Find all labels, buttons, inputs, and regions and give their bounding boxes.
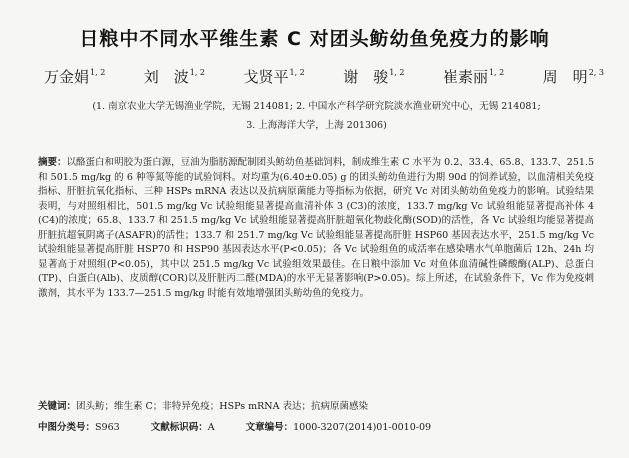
affiliation-line: (1. 南京农业大学无锡渔业学院，无锡 214081; 2. 中国水产科学研究院淡水渔业研究中心，无锡 214081; (92, 101, 541, 112)
author (243, 66, 304, 87)
clc-number (38, 422, 120, 433)
classification-line (38, 419, 594, 433)
author-name: 崔素丽 (442, 68, 488, 86)
author-affiliation-marker: 1, 2 (189, 68, 206, 77)
author-name: 周 明 (542, 68, 588, 86)
author-affiliation-marker: 1, 2 (289, 68, 305, 77)
author-affiliation-marker: 1, 2 (389, 68, 405, 77)
author-name: 谢 骏 (343, 68, 389, 86)
keywords-label: 关键词： (38, 401, 77, 412)
article-number-value: 1000-3207(2014)01-0010-09 (293, 422, 432, 433)
keywords-text: 团头鲂；维生素 C；非特异免疫；HSPs mRNA 表达；抗病原菌感染 (76, 401, 368, 412)
clc-label: 中图分类号： (38, 422, 96, 433)
author-name: 刘 波 (143, 68, 189, 86)
author (343, 66, 404, 87)
keywords (38, 398, 594, 412)
author (443, 66, 504, 87)
author-affiliation-marker: 1, 2 (90, 68, 106, 77)
author-name: 万金娟 (44, 68, 90, 86)
paper-title: 日粮中不同水平维生素 C 对团头鲂幼鱼免疫力的影响 (79, 28, 550, 50)
abstract-label: 摘要： (38, 157, 67, 168)
document-code (151, 422, 215, 433)
author (144, 66, 205, 87)
abstract-text: 以酪蛋白和明胶为蛋白源，豆油为脂肪源配制团头鲂幼鱼基础饲料，制成维生素 C 水平为 0.2、33.4、65.8、133.7、251.5 和 501.5 mg/kg 的 6 种等氮等能的试验饲料。对均重为(6.40±0.05) g 的团头鲂幼鱼进行为期 90d 的饲养试验，以血清相关免疫指标、肝脏抗氧化指标、三种 HSPs mRNA 表达以及抗病原菌能力等指标为依据，研究 Vc 对团头鲂幼鱼免疫力的影响。试验结果表明，与对照组相比，501.5 mg/kg Vc 试验组能显著提高血清补体 3 (C3)的浓度，133.7 mg/kg Vc 试验组能显著提高补体 4 (C4)的浓度；65.8、133.7 和 251.5 mg/kg Vc 试验组能显著提高肝脏超氧化物歧化酶(SOD)的活性，各 Vc 试验组均能显著提高肝脏抗超氧阴离子(ASAFR)的活性；133.7 和 251.7 mg/kg Vc 试验组能显著提高肝脏 HSP60 基因表达水平，251.5 mg/kg Vc 试验组能显著提高肝脏 HSP70 和 HSP90 基因表达水平(P<0.05)；各 Vc 试验组鱼的成活率在感染嗜水气单胞菌后 12h、24h 均显著高于对照组(P<0.05)，其中以 251.5 mg/kg Vc 试验组效果最佳。在日粮中添加 Vc 对鱼体血清碱性磷酸酶(ALP)、总蛋白(TP)、白蛋白(Alb)、皮质醇(COR)以及肝脏丙二醛(MDA)的水平无显著影响(P>0.05)。综上所述，在试验条件下，Vc 作为免疫刺激剂，其水平为 133.7—251.5 mg/kg 时能有效地增强团头鲂幼鱼的免疫力。 (38, 157, 594, 299)
abstract (38, 156, 594, 301)
author-list (44, 66, 604, 87)
author (44, 66, 105, 87)
document-code-value: A (207, 422, 215, 433)
author-affiliation-marker: 2, 3 (588, 68, 604, 77)
affiliation-line: 3. 上海海洋大学，上海 201306) (246, 120, 387, 131)
author (543, 66, 604, 87)
article-number (246, 422, 431, 433)
article-number-label: 文章编号： (245, 422, 294, 433)
affiliations (44, 97, 589, 135)
author-name: 戈贤平 (243, 68, 289, 86)
document-code-label: 文献标识码： (150, 422, 208, 433)
clc-value: S963 (95, 422, 120, 433)
author-affiliation-marker: 1, 2 (488, 68, 505, 77)
